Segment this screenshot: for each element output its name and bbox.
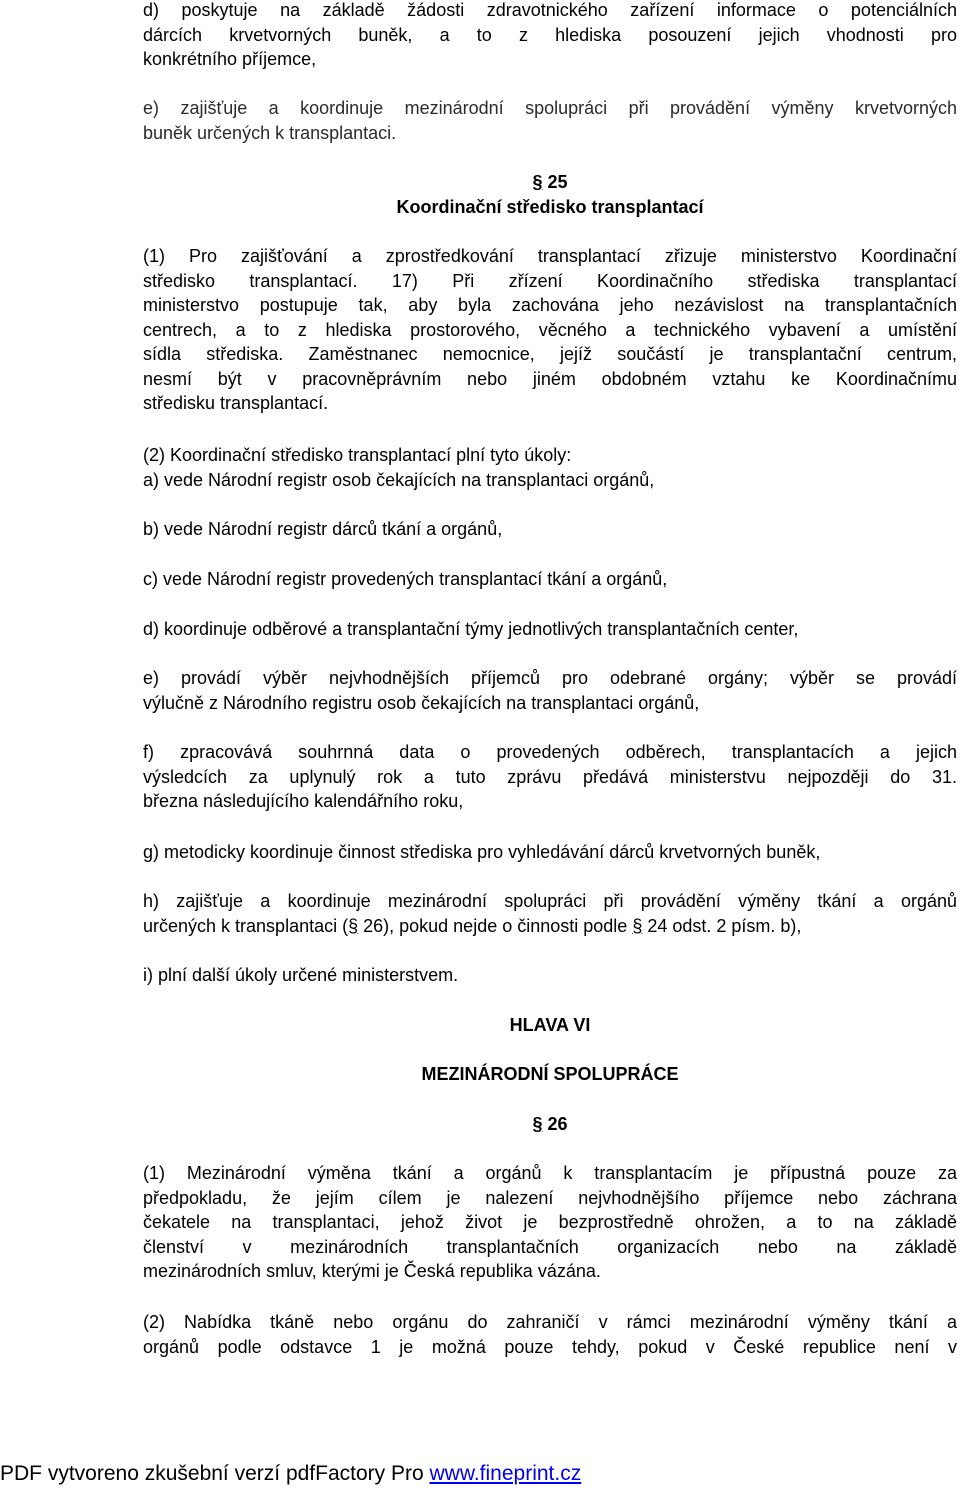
text-line: určených k transplantaci (§ 26), pokud nejde o činnosti podle § 24 odst. 2 písm. b),	[143, 915, 802, 936]
text-line: nesmí být v pracovněprávním nebo jiném obdobném vztahu ke Koordinačnímu	[143, 368, 957, 389]
footer-text: PDF vytvoreno zkušební verzí pdfFactory Pro	[0, 1462, 430, 1485]
list-item-d: d) koordinuje odběrové a transplantační týmy jednotlivých transplantačních center,	[143, 619, 799, 639]
text-line: (2) Nabídka tkáně nebo orgánu do zahraničí v rámci mezinárodní výměny tkání a	[143, 1312, 957, 1332]
text-line: d) poskytuje na základě žádosti zdravotnického zařízení informace o potenciálních	[143, 0, 957, 20]
section-25-paragraph-1	[143, 244, 957, 416]
section-symbol: §	[532, 1114, 543, 1134]
text-line: (1) Mezinárodní výměna tkání a orgánů k transplantacím je přípustná pouze za	[143, 1163, 957, 1183]
text-line: sídla střediska. Zaměstnanec nemocnice, jejíž součástí je transplantační centrum,	[143, 344, 957, 364]
text-line: ministerstvo postupuje tak, aby byla zachována jeho nezávislost na transplantačních	[143, 295, 957, 315]
section-number: 25	[547, 172, 568, 192]
list-item-i: i) plní další úkoly určené ministerstvem.	[143, 965, 459, 985]
section-26-paragraph-2	[143, 1310, 957, 1359]
text-line: mezinárodních smluv, kterými je Česká republika vázána.	[143, 1261, 601, 1281]
text-line: centrech, a to z hlediska prostorového, věcného a technického vybavení a umístění	[143, 319, 957, 340]
section-26-number	[143, 1112, 957, 1137]
chapter-title: HLAVA VI	[509, 1015, 591, 1035]
section-25-paragraph-2	[143, 443, 957, 492]
text-line: buněk určených k transplantaci.	[143, 122, 397, 143]
section-26-paragraph-1	[143, 1161, 957, 1284]
text-line: orgánů podle odstavce 1 je možná pouze tehdy, pokud v České republice není v	[143, 1336, 957, 1357]
text-line: (1) Pro zajišťování a zprostředkování transplantací zřizuje ministerstvo Koordinační	[143, 246, 957, 266]
section-number: 26	[547, 1114, 568, 1134]
text-line: předpokladu, že jejím cílem je nalezení nejvhodnějšího příjemce nebo záchrana	[143, 1187, 957, 1208]
chapter-subtitle: MEZINÁRODNÍ SPOLUPRÁCE	[421, 1064, 679, 1084]
text-line: e) provádí výběr nejvhodnějších příjemců pro odebrané orgány; výběr se provádí	[143, 668, 957, 688]
list-item-c: c) vede Národní registr provedených transplantací tkání a orgánů,	[143, 569, 668, 589]
text-line: (2) Koordinační středisko transplantací plní tyto úkoly:	[143, 445, 572, 465]
text-line: e) zajišťuje a koordinuje mezinárodní spolupráci při provádění výměny krvetvorných	[143, 98, 957, 118]
section-heading: Koordinační středisko transplantací	[396, 197, 704, 217]
text-line: konkrétního příjemce,	[143, 49, 317, 69]
section-25-number	[143, 170, 957, 195]
list-item-g: g) metodicky koordinuje činnost střediska pro vyhledávání dárců krvetvorných buněk,	[143, 842, 821, 862]
section-symbol: §	[348, 915, 359, 936]
list-item-a: a) vede Národní registr osob čekajících na transplantaci orgánů,	[143, 469, 655, 490]
list-item-e	[143, 666, 957, 715]
item-d	[143, 0, 957, 72]
list-item-f	[143, 740, 957, 814]
text-line: dárcích krvetvorných buněk, a to z hlediska posouzení jejich vhodnosti pro	[143, 24, 957, 45]
text-line: výsledcích za uplynulý rok a tuto zprávu předává ministerstvu nejpozději do 31.	[143, 766, 957, 787]
text-line: h) zajišťuje a koordinuje mezinárodní spolupráci při provádění výměny tkání a orgánů	[143, 891, 957, 911]
pdf-watermark-footer	[0, 1462, 581, 1486]
text-line: středisko transplantací. 17) Při zřízení Koordinačního střediska transplantací	[143, 270, 957, 291]
section-symbol: §	[632, 915, 643, 936]
text-line: výlučně z Národního registru osob čekajících na transplantaci orgánů,	[143, 692, 700, 713]
section-symbol: §	[532, 172, 543, 192]
section-25-heading	[143, 195, 957, 220]
footer-link[interactable]: www.fineprint.cz	[429, 1462, 582, 1485]
list-item-b: b) vede Národní registr dárců tkání a orgánů,	[143, 519, 503, 539]
text-line: f) zpracovává souhrnná data o provedených odběrech, transplantacích a jejich	[143, 742, 957, 762]
text-line: středisku transplantací.	[143, 393, 329, 413]
text-line: členství v mezinárodních transplantačních organizacích nebo na základě	[143, 1236, 957, 1257]
text-line: čekatele na transplantaci, jehož život je bezprostředně ohrožen, a to na základě	[143, 1212, 957, 1232]
item-e	[143, 96, 957, 145]
list-item-h	[143, 889, 957, 938]
text-line: března následujícího kalendářního roku,	[143, 791, 464, 811]
